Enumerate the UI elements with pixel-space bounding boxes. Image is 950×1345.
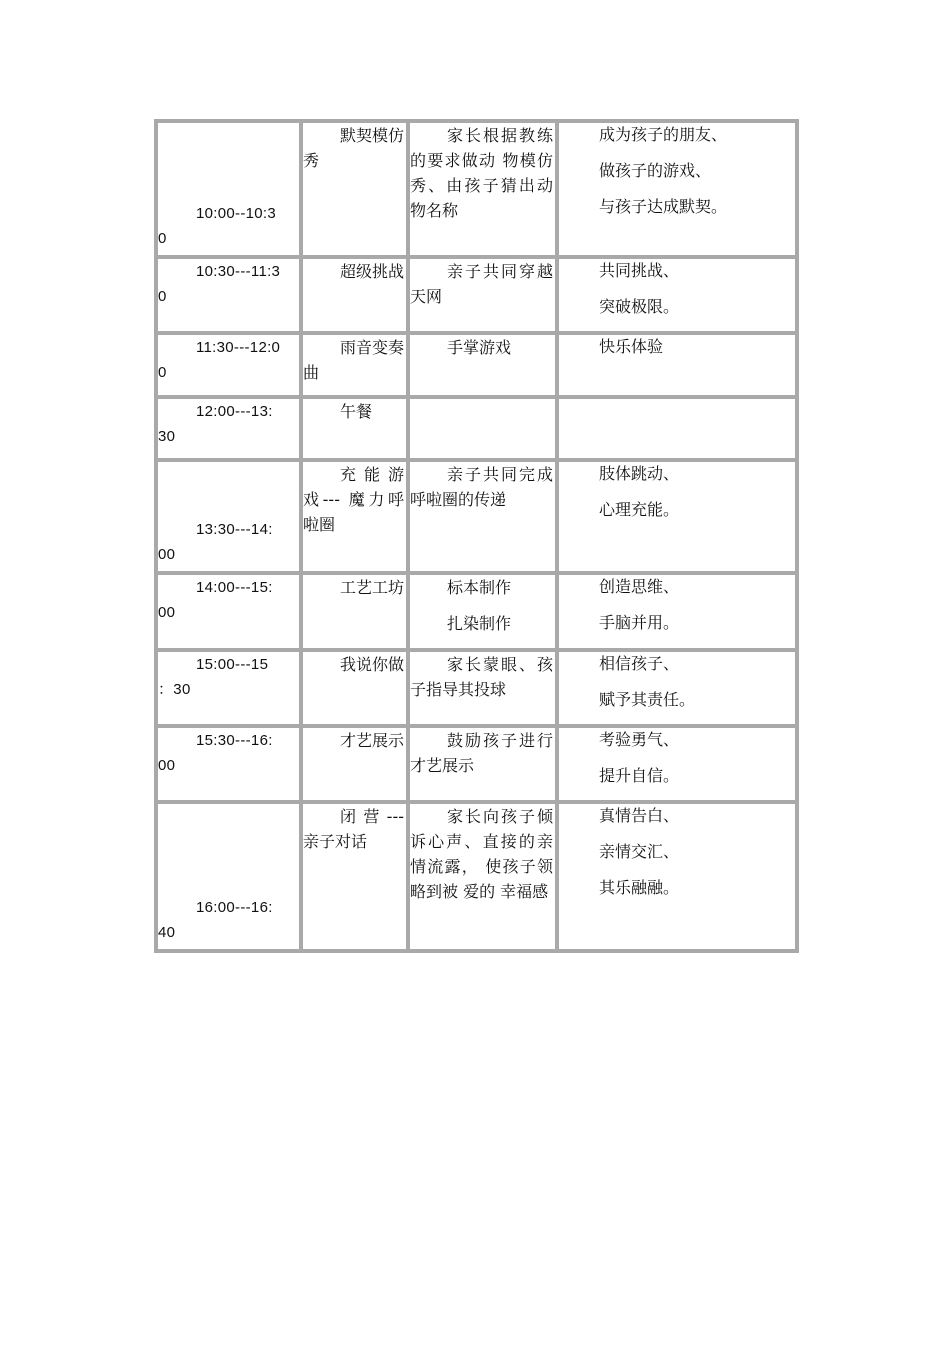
goal-cell bbox=[557, 573, 797, 650]
activity-goal: 肢体跳动、 bbox=[599, 464, 680, 483]
activity-goal: 共同挑战、 bbox=[599, 261, 680, 280]
activity-goal: 其乐融融。 bbox=[599, 878, 680, 897]
activity-description: 鼓励孩子进行才艺展示 bbox=[410, 731, 553, 775]
description-cell bbox=[408, 573, 557, 650]
schedule-row bbox=[156, 460, 797, 573]
activity-goal: 亲情交汇、 bbox=[599, 842, 680, 861]
description-cell bbox=[408, 726, 557, 802]
goal-cell bbox=[557, 726, 797, 802]
time-range: 15:30---16:00 bbox=[158, 732, 273, 774]
activity-name: 工艺工坊 bbox=[340, 578, 405, 597]
activity-name: 闭营--- 亲子对话 bbox=[303, 807, 404, 851]
schedule-table bbox=[154, 119, 799, 953]
time-cell bbox=[156, 802, 301, 951]
activity-cell bbox=[301, 397, 408, 460]
activity-goal: 考验勇气、 bbox=[599, 730, 680, 749]
activity-name: 才艺展示 bbox=[340, 731, 405, 750]
activity-cell bbox=[301, 726, 408, 802]
activity-name: 午餐 bbox=[340, 402, 373, 421]
activity-cell bbox=[301, 333, 408, 397]
activity-name: 充能游戏--- 魔力呼啦圈 bbox=[303, 465, 404, 534]
activity-name: 超级挑战 bbox=[340, 262, 405, 281]
description-cell bbox=[408, 257, 557, 333]
goal-cell bbox=[557, 257, 797, 333]
activity-goal: 突破极限。 bbox=[599, 297, 680, 316]
schedule-row bbox=[156, 650, 797, 726]
activity-name: 雨音变奏曲 bbox=[303, 338, 405, 382]
schedule-body bbox=[156, 121, 797, 951]
activity-description: 标本制作 bbox=[447, 578, 512, 597]
activity-goal: 心理充能。 bbox=[599, 500, 680, 519]
activity-cell bbox=[301, 650, 408, 726]
activity-goal: 创造思维、 bbox=[599, 577, 680, 596]
time-range: 12:00---13:30 bbox=[158, 403, 273, 445]
description-cell bbox=[408, 460, 557, 573]
activity-goal: 做孩子的游戏、 bbox=[599, 161, 712, 180]
time-range: 11:30---12:00 bbox=[158, 339, 281, 381]
time-range: 16:00---16:40 bbox=[158, 899, 273, 941]
time-cell bbox=[156, 573, 301, 650]
activity-description: 家长向孩子倾诉心声、直接的亲情流露， 使孩子领略到被 爱的 幸福感 bbox=[410, 807, 553, 901]
activity-description: 手掌游戏 bbox=[447, 338, 512, 357]
schedule-row bbox=[156, 333, 797, 397]
description-cell bbox=[408, 121, 557, 257]
goal-cell bbox=[557, 397, 797, 460]
schedule-row bbox=[156, 573, 797, 650]
activity-goal: 快乐体验 bbox=[599, 337, 664, 356]
schedule-row bbox=[156, 802, 797, 951]
activity-goal: 手脑并用。 bbox=[599, 613, 680, 632]
goal-cell bbox=[557, 460, 797, 573]
activity-goal: 真情告白、 bbox=[599, 806, 680, 825]
activity-description: 亲子共同穿越天网 bbox=[410, 262, 553, 306]
goal-cell bbox=[557, 333, 797, 397]
description-cell bbox=[408, 333, 557, 397]
activity-description: 家长根据教练的要求做动 物模仿秀、由孩子猜出动物名称 bbox=[410, 126, 553, 220]
schedule-row bbox=[156, 257, 797, 333]
schedule-row bbox=[156, 397, 797, 460]
time-range: 14:00---15:00 bbox=[158, 579, 273, 621]
activity-name: 默契模仿秀 bbox=[303, 126, 405, 170]
activity-cell bbox=[301, 802, 408, 951]
time-range: 13:30---14:00 bbox=[158, 521, 273, 563]
activity-cell bbox=[301, 460, 408, 573]
activity-cell bbox=[301, 573, 408, 650]
time-range: 10:00--10:30 bbox=[158, 205, 277, 247]
time-range: 15:00---15 ：30 bbox=[158, 656, 269, 698]
description-cell bbox=[408, 802, 557, 951]
activity-goal: 相信孩子、 bbox=[599, 654, 680, 673]
time-cell bbox=[156, 397, 301, 460]
goal-cell bbox=[557, 121, 797, 257]
activity-goal: 提升自信。 bbox=[599, 766, 680, 785]
activity-name: 我说你做 bbox=[340, 655, 405, 674]
activity-cell bbox=[301, 257, 408, 333]
description-cell bbox=[408, 397, 557, 460]
schedule-row bbox=[156, 726, 797, 802]
activity-goal: 赋予其责任。 bbox=[599, 690, 696, 709]
activity-description: 扎染制作 bbox=[447, 614, 512, 633]
time-cell bbox=[156, 333, 301, 397]
time-range: 10:30---11:30 bbox=[158, 263, 281, 305]
goal-cell bbox=[557, 802, 797, 951]
time-cell bbox=[156, 726, 301, 802]
activity-description: 家长蒙眼、孩子指导其投球 bbox=[410, 655, 553, 699]
time-cell bbox=[156, 121, 301, 257]
activity-cell bbox=[301, 121, 408, 257]
goal-cell bbox=[557, 650, 797, 726]
description-cell bbox=[408, 650, 557, 726]
activity-goal: 成为孩子的朋友、 bbox=[599, 125, 728, 144]
time-cell bbox=[156, 460, 301, 573]
time-cell bbox=[156, 650, 301, 726]
time-cell bbox=[156, 257, 301, 333]
activity-goal: 与孩子达成默契。 bbox=[599, 197, 728, 216]
schedule-row bbox=[156, 121, 797, 257]
activity-description: 亲子共同完成呼啦圈的传递 bbox=[410, 465, 553, 509]
